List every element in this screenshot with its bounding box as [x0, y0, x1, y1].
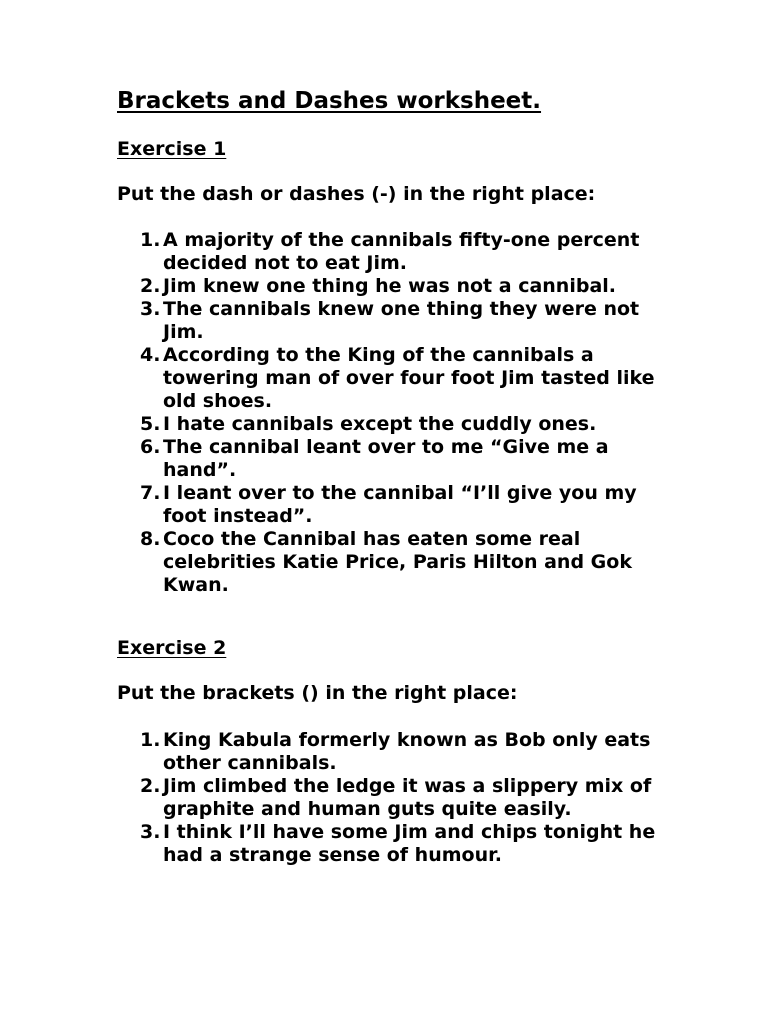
- exercise-2-list: [117, 729, 677, 867]
- item-text: The cannibal leant over to me “Give me a hand”.: [163, 436, 609, 481]
- exercise-2-instruction: Put the brackets () in the right place:: [117, 682, 518, 704]
- list-item: [117, 436, 677, 482]
- item-number: 6.: [140, 436, 161, 458]
- item-text: According to the King of the cannibals a towering man of over four foot Jim tasted like old shoes.: [163, 344, 655, 412]
- item-number: 2.: [140, 775, 161, 797]
- list-item: [117, 298, 677, 344]
- exercise-2-heading: Exercise 2: [117, 637, 227, 659]
- exercise-1-instruction: Put the dash or dashes (-) in the right place:: [117, 183, 596, 205]
- item-text: A majority of the cannibals fifty-one percent decided not to eat Jim.: [163, 229, 640, 274]
- list-item: [117, 344, 677, 413]
- item-text: Coco the Cannibal has eaten some real celebrities Katie Price, Paris Hilton and Gok Kwan.: [163, 528, 632, 596]
- list-item: [117, 821, 677, 867]
- list-item: [117, 729, 677, 775]
- item-text: Jim climbed the ledge it was a slippery mix of graphite and human guts quite easily.: [163, 775, 652, 820]
- item-text: I hate cannibals except the cuddly ones.: [163, 413, 597, 435]
- item-number: 5.: [140, 413, 161, 435]
- item-text: I leant over to the cannibal “I’ll give you my foot instead”.: [163, 482, 637, 527]
- item-text: King Kabula formerly known as Bob only eats other cannibals.: [163, 729, 651, 774]
- list-item: [117, 528, 677, 597]
- item-text: Jim knew one thing he was not a cannibal.: [163, 275, 616, 297]
- item-number: 2.: [140, 275, 161, 297]
- item-number: 1.: [140, 729, 161, 751]
- item-text: I think I’ll have some Jim and chips tonight he had a strange sense of humour.: [163, 821, 656, 866]
- exercise-1-list: [117, 229, 677, 597]
- worksheet-title: Brackets and Dashes worksheet.: [117, 88, 542, 114]
- list-item: [117, 482, 677, 528]
- item-number: 3.: [140, 821, 161, 843]
- item-number: 4.: [140, 344, 161, 366]
- list-item: [117, 775, 677, 821]
- exercise-1-heading: Exercise 1: [117, 138, 227, 160]
- item-number: 1.: [140, 229, 161, 251]
- list-item: [117, 413, 677, 436]
- list-item: [117, 229, 677, 275]
- item-number: 8.: [140, 528, 161, 550]
- item-number: 3.: [140, 298, 161, 320]
- list-item: [117, 275, 677, 298]
- item-text: The cannibals knew one thing they were not Jim.: [163, 298, 640, 343]
- item-number: 7.: [140, 482, 161, 504]
